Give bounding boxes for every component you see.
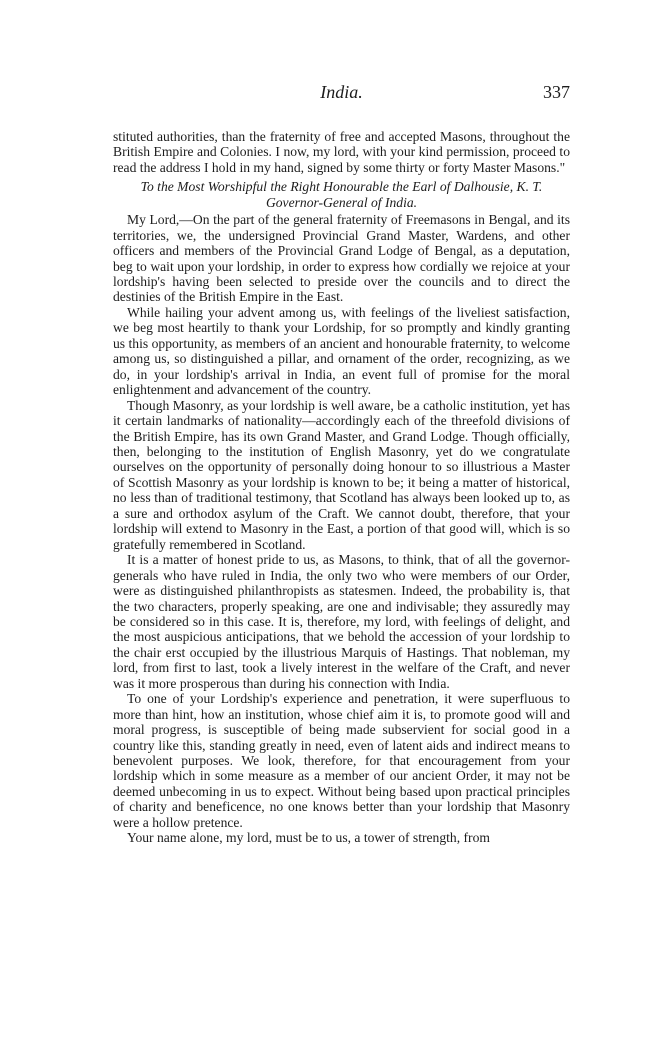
paragraph-continued: stituted authorities, than the fraternity of free and accepted Masons, throughout the British Empire and Colonies. I now, my lord, with your kind permission, proceed to read the address I hold in my hand, signed by some thirty or forty Master Masons." <box>113 129 570 175</box>
paragraph: While hailing your advent among us, with feelings of the liveliest satisfaction, we beg most heartily to thank your Lordship, for so promptly and kindly granting us this opportunity, as members of an ancient and honourable fraternity, to welcome among us, so distinguished a pillar, and ornament of the order, recognizing, as we do, in your lordship's arrival in India, an event full of promise for the moral enlightenment and advancement of the country. <box>113 304 570 398</box>
page-header <box>113 82 570 104</box>
paragraph: To one of your Lordship's experience and penetration, it were superfluous to more than hint, how an institution, whose chief aim it is, to promote good will and moral progress, is susceptible of being made subservient for social good in a country like this, standing greatly in need, even of latent aids and indirect means to benevolent purposes. We look, therefore, for that encouragement from your lordship which in some measure as a member of our ancient Order, it may not be deemed unbecoming in us to expect. Without being based upon practical principles of charity and beneficence, no one knows better than your lordship that Masonry were a hollow pretence. <box>113 691 570 830</box>
running-title: India. <box>320 82 363 102</box>
address-heading: To the Most Worshipful the Right Honourable the Earl of Dalhousie, K. T. Governor-General of India. <box>140 179 543 210</box>
body-text <box>113 129 570 846</box>
paragraph: My Lord,—On the part of the general fraternity of Freemasons in Bengal, and its territories, we, the undersigned Provincial Grand Master, Wardens, and other officers and members of the Provincial Grand Lodge of Bengal, as a deputation, beg to wait upon your lordship, in order to express how cordially we rejoice at your lordship's having been selected to preside over the councils and to direct the destinies of the British Empire in the East. <box>113 212 570 305</box>
paragraph: It is a matter of honest pride to us, as Masons, to think, that of all the governor-generals who have ruled in India, the only two who were members of our Order, were as distinguished philanthropists as statesmen. Indeed, the probability is, that the two characters, properly speaking, are one and indivisable; they assuredly may be considered so in this case. It is, therefore, my lord, with feelings of delight, and the most auspicious anticipations, that we behold the accession of your lordship to the chair erst occupied by the illustrious Marquis of Hastings. That nobleman, my lord, from first to last, took a lively interest in the welfare of the Craft, and never was it more prosperous than during his connection with India. <box>113 552 570 691</box>
paragraph: Though Masonry, as your lordship is well aware, be a catholic institution, yet has it certain landmarks of nationality—accordingly each of the threefold divisions of the British Empire, has its own Grand Master, and Grand Lodge. Though officially, then, belonging to the institution of English Masonry, yet do we congratulate ourselves on the opportunity of personally doing honour to so illustrious a Master of Scottish Masonry as your lordship is known to be; it being a matter of historical, no less than of traditional testimony, that Scotland has always been looked up to, as a sure and orthodox asylum of the Craft. We cannot doubt, therefore, that your lordship will extend to Masonry in the East, a portion of that good will, which is so gratefully remembered in Scotland. <box>113 397 570 552</box>
paragraph: Your name alone, my lord, must be to us, a tower of strength, from <box>127 830 490 846</box>
page-number: 337 <box>543 82 570 102</box>
